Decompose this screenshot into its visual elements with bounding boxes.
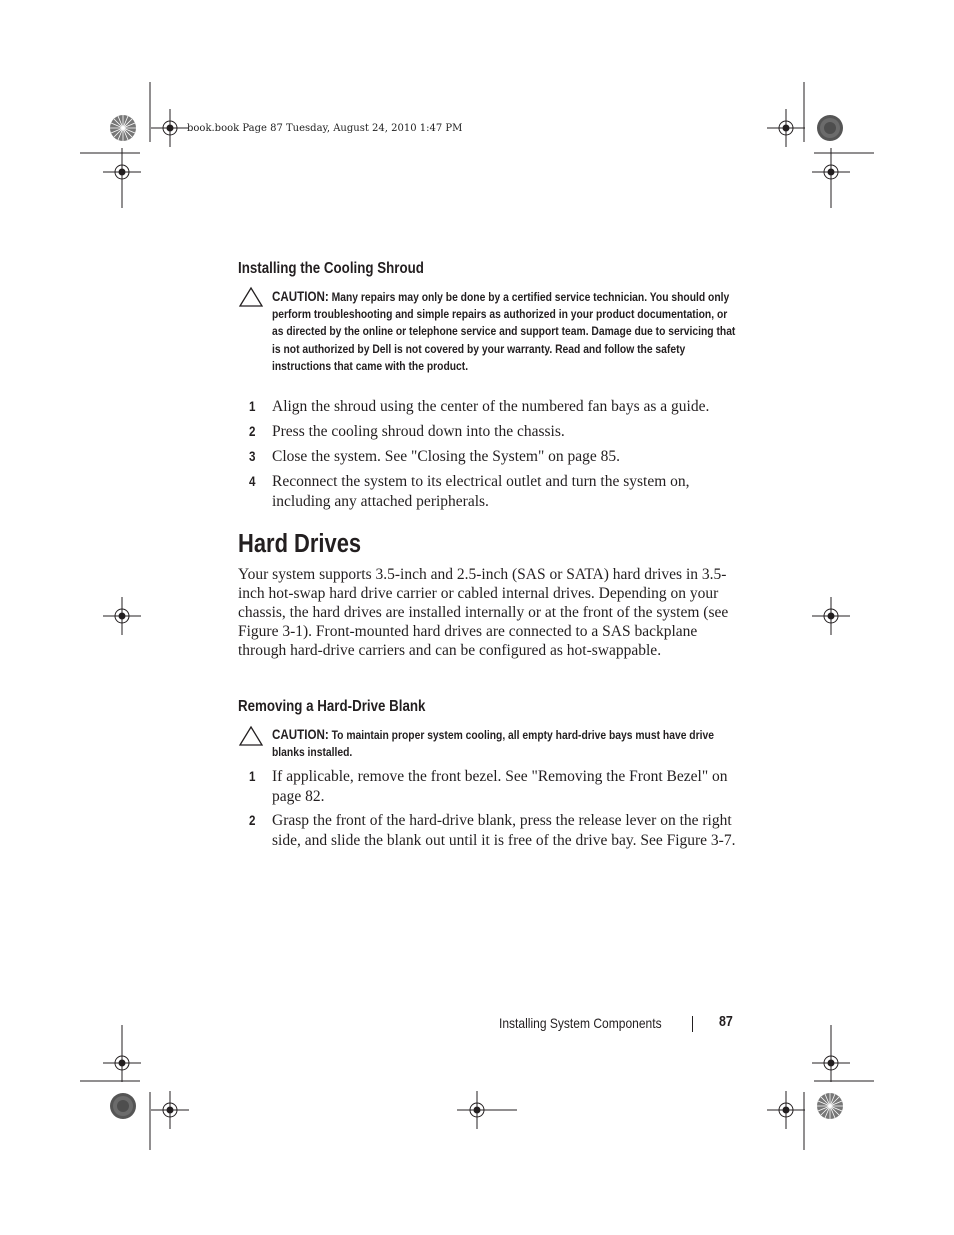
section-heading-cooling-shroud: Installing the Cooling Shroud xyxy=(238,260,424,277)
step-number: 3 xyxy=(249,449,256,464)
page-title-hard-drives: Hard Drives xyxy=(238,530,362,558)
step-text: Close the system. See "Closing the System" on page 85. xyxy=(272,448,621,465)
step-text: If applicable, remove the front bezel. See "Removing the Front Bezel" on page 82. xyxy=(272,768,728,805)
print-info: book.book Page 87 Tuesday, August 24, 2010 1:47 PM xyxy=(187,123,463,134)
footer-chapter-title: Installing System Components xyxy=(499,1015,662,1031)
registration-mark-icon xyxy=(811,1043,851,1083)
caution-body: Many repairs may only be done by a certified service technician. You should only perform troubleshooting and simple repairs as authorized in your product documentation, or as directed by the online or telephone service and support team. Damage due to servicing that is not authorized by Dell is not covered by your warranty. Read and follow the safety instructions that came with the product. xyxy=(272,290,736,373)
registration-mark-icon xyxy=(811,596,851,636)
caution-triangle-icon xyxy=(238,725,264,747)
caution-label: CAUTION: xyxy=(272,289,329,304)
color-target-icon xyxy=(816,114,844,142)
registration-mark-icon xyxy=(102,152,142,192)
step-number: 2 xyxy=(249,424,256,439)
registration-mark-icon xyxy=(150,1090,190,1130)
step-number: 4 xyxy=(249,474,256,489)
color-target-icon xyxy=(816,1092,844,1120)
registration-mark-icon xyxy=(150,108,190,148)
step-text: Align the shroud using the center of the numbered fan bays as a guide. xyxy=(272,398,710,415)
registration-mark-icon xyxy=(811,152,851,192)
caution-body: To maintain proper system cooling, all empty hard-drive bays must have drive blanks installed. xyxy=(272,728,714,760)
step-number: 1 xyxy=(249,769,256,784)
step-number: 1 xyxy=(249,399,256,414)
page-number: 87 xyxy=(719,1014,733,1030)
footer-separator xyxy=(692,1016,693,1032)
body-paragraph: Your system supports 3.5-inch and 2.5-inch (SAS or SATA) hard drives in 3.5-inch hot-swap hard drive carrier or cabled internal drives. Depending on your chassis, the hard drives are installed internally or at the front of the system (see Figure 3-1). Front-mounted hard drives are connected to a SAS backplane through hard-drive carriers and can be configured as hot-swappable. xyxy=(238,566,729,659)
registration-mark-icon xyxy=(766,108,806,148)
step-text: Reconnect the system to its electrical outlet and turn the system on, including any attached peripherals. xyxy=(272,473,690,510)
registration-mark-icon xyxy=(102,596,142,636)
section-heading-removing-blank: Removing a Hard-Drive Blank xyxy=(238,698,426,715)
registration-mark-icon xyxy=(102,1043,142,1083)
caution-triangle-icon xyxy=(238,286,264,308)
step-text: Grasp the front of the hard-drive blank, press the release lever on the right side, and slide the blank out until it is free of the drive bay. See Figure 3-7. xyxy=(272,812,736,849)
step-number: 2 xyxy=(249,813,256,828)
registration-mark-icon xyxy=(766,1090,806,1130)
caution-label: CAUTION: xyxy=(272,727,329,742)
registration-mark-icon xyxy=(457,1090,517,1130)
caution-note xyxy=(272,288,736,375)
caution-note xyxy=(272,726,736,761)
color-target-icon xyxy=(109,114,137,142)
step-text: Press the cooling shroud down into the chassis. xyxy=(272,423,565,440)
color-target-icon xyxy=(109,1092,137,1120)
